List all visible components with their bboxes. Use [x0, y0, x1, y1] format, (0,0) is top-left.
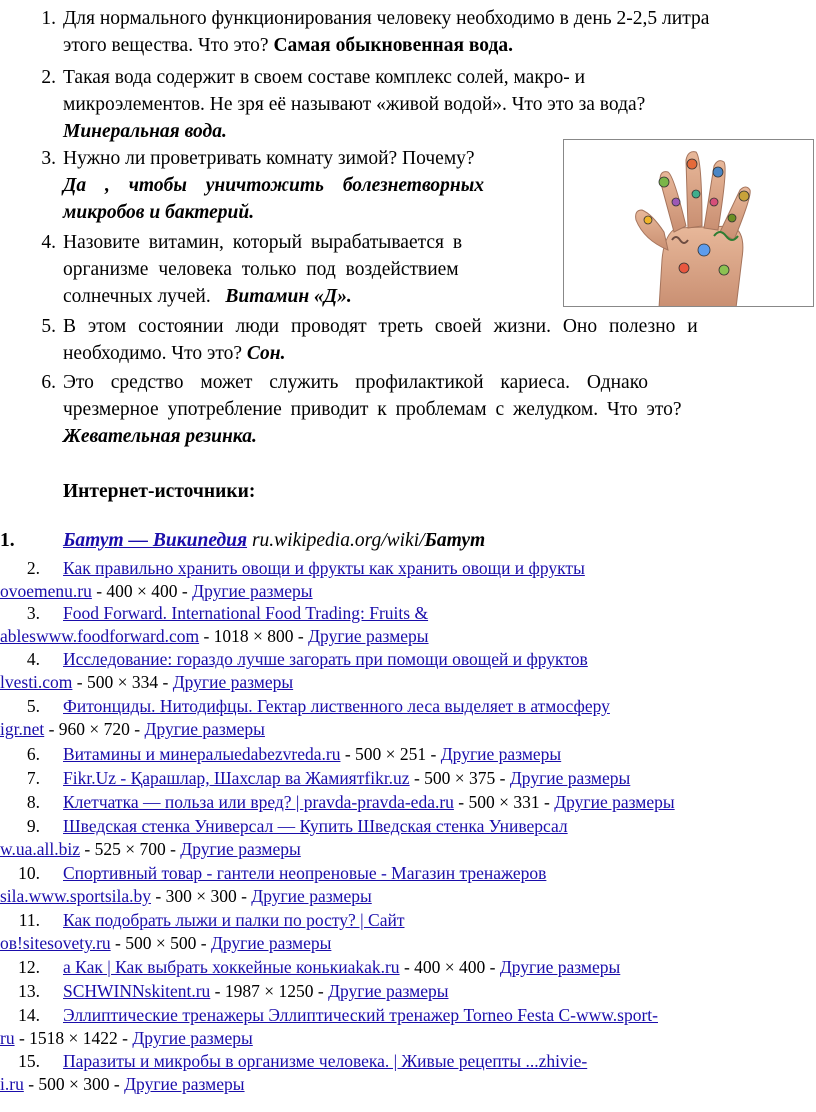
- source-domain-link[interactable]: ableswww.foodforward.com: [0, 626, 200, 646]
- source-link[interactable]: Паразиты и микробы в организме человека. | Живые рецепты ...zhivie-: [63, 1051, 588, 1071]
- source-size: - 1018 × 800 -: [199, 626, 309, 646]
- question-text: Нужно ли проветривать комнату зимой? Почему?: [63, 148, 475, 169]
- other-sizes-link[interactable]: Другие размеры: [440, 744, 562, 764]
- source-link[interactable]: а Как | Как выбрать хоккейные конькиakak.ru: [63, 957, 400, 977]
- answer: микробов и бактерий.: [63, 202, 255, 223]
- source-number: 15.: [18, 1051, 40, 1071]
- question-text: солнечных лучей.: [63, 286, 226, 307]
- sources-heading: Интернет-источники:: [63, 481, 256, 502]
- source-number: 6.: [26, 744, 40, 764]
- question-text: В этом состоянии люди проводят треть своей жизни. Оно полезно и: [63, 316, 698, 337]
- source-number: 2.: [26, 558, 40, 578]
- question-text: Для нормального функционирования человеку необходимо в день 2-2,5 литра: [63, 8, 710, 29]
- source-domain-link[interactable]: w.ua.all.biz: [0, 839, 81, 859]
- source-size: - 500 × 500 -: [110, 933, 211, 953]
- source-number: 4.: [26, 649, 40, 669]
- source-link[interactable]: Клетчатка — польза или вред? | pravda-pravda-eda.ru: [63, 792, 454, 812]
- source-domain-link[interactable]: ru: [0, 1028, 15, 1048]
- source-link[interactable]: Fikr.Uz - Қарашлар, Шахслар ва Жамиятfikr.uz: [63, 768, 410, 788]
- source-domain-link[interactable]: ов!sitesovety.ru: [0, 933, 111, 953]
- source-domain-link[interactable]: igr.net: [0, 719, 45, 739]
- source-size: - 500 × 375 -: [409, 768, 510, 788]
- question-text: чрезмерное употребление приводит к проблемам с желудком. Что это?: [63, 399, 682, 420]
- source-size: - 500 × 300 -: [23, 1074, 125, 1094]
- source-link[interactable]: Спортивный товар - гантели неопреновые - Магазин тренажеров: [63, 863, 547, 883]
- other-sizes-link[interactable]: Другие размеры: [132, 1028, 253, 1048]
- source-number: 1.: [0, 530, 15, 551]
- source-link[interactable]: Исследование: гораздо лучше загорать при помощи овощей и фруктов: [63, 649, 588, 669]
- other-sizes-link[interactable]: Другие размеры: [554, 792, 675, 812]
- hand-microbes-image: [563, 139, 814, 307]
- source-size: - 400 × 400 -: [91, 581, 193, 601]
- question-number: 1.: [41, 8, 56, 29]
- source-number: 14.: [18, 1005, 40, 1025]
- other-sizes-link[interactable]: Другие размеры: [251, 886, 372, 906]
- question-text: этого вещества. Что это?: [63, 35, 274, 56]
- question-number: 5.: [41, 316, 56, 337]
- other-sizes-link[interactable]: Другие размеры: [124, 1074, 245, 1094]
- source-number: 8.: [26, 792, 40, 812]
- question-text: Это средство может служить профилактикой кариеса. Однако: [63, 372, 648, 393]
- source-link[interactable]: Как подобрать лыжи и палки по росту? | Сайт: [63, 910, 405, 930]
- source-link[interactable]: SCHWINNskitent.ru: [63, 981, 211, 1001]
- other-sizes-link[interactable]: Другие размеры: [308, 626, 429, 646]
- source-url: ru.wikipedia.org/wiki/: [251, 530, 425, 551]
- other-sizes-link[interactable]: Другие размеры: [172, 672, 294, 692]
- source-size: - 500 × 331 -: [453, 792, 555, 812]
- source-link[interactable]: Фитонциды. Нитодифцы. Гектар лиственного леса выделяет в атмосферу: [63, 696, 610, 716]
- source-number: 10.: [18, 863, 40, 883]
- source-number: 11.: [18, 910, 40, 930]
- question-text: микроэлементов. Не зря её называют «живой водой». Что это за вода?: [63, 94, 646, 115]
- source-number: 7.: [26, 768, 40, 788]
- source-size: - 300 × 300 -: [151, 886, 252, 906]
- answer: Сон.: [246, 343, 286, 364]
- source-size: - 1987 × 1250 -: [210, 981, 329, 1001]
- question-text: организме человека только под воздействием: [63, 259, 459, 280]
- answer: Минеральная вода.: [63, 121, 227, 142]
- answer: Витамин «Д».: [225, 286, 352, 307]
- source-size: - 400 × 400 -: [399, 957, 500, 977]
- source-size: - 960 × 720 -: [44, 719, 145, 739]
- source-link[interactable]: Шведская стенка Универсал — Купить Шведская стенка Универсал: [63, 816, 568, 836]
- source-domain-link[interactable]: ovoemenu.ru: [0, 581, 92, 601]
- other-sizes-link[interactable]: Другие размеры: [509, 768, 631, 788]
- source-link[interactable]: Витамины и минералыedabezvreda.ru: [63, 744, 341, 764]
- source-number: 13.: [18, 981, 40, 1001]
- source-url-bold: Батут: [424, 530, 486, 551]
- other-sizes-link[interactable]: Другие размеры: [210, 933, 332, 953]
- source-link[interactable]: Батут — Википедия: [63, 530, 248, 551]
- source-size: - 500 × 334 -: [72, 672, 173, 692]
- other-sizes-link[interactable]: Другие размеры: [144, 719, 265, 739]
- question-text: необходимо. Что это?: [63, 343, 247, 364]
- question-number: 2.: [41, 67, 56, 88]
- answer: Жевательная резинка.: [63, 426, 257, 447]
- source-size: - 525 × 700 -: [80, 839, 181, 859]
- source-domain-link[interactable]: i.ru: [0, 1074, 24, 1094]
- other-sizes-link[interactable]: Другие размеры: [328, 981, 449, 1001]
- answer: Самая обыкновенная вода.: [273, 35, 513, 56]
- source-size: - 1518 × 1422 -: [14, 1028, 133, 1048]
- source-number: 9.: [26, 816, 40, 836]
- question-text: Назовите витамин, который вырабатывается в: [63, 232, 463, 253]
- question-text: Такая вода содержит в своем составе комплекс солей, макро- и: [63, 67, 586, 88]
- other-sizes-link[interactable]: Другие размеры: [192, 581, 313, 601]
- question-number: 4.: [41, 232, 56, 253]
- other-sizes-link[interactable]: Другие размеры: [180, 839, 301, 859]
- source-number: 5.: [26, 696, 40, 716]
- source-size: - 500 × 251 -: [340, 744, 441, 764]
- source-number: 12.: [18, 957, 40, 977]
- source-link[interactable]: Как правильно хранить овощи и фрукты как хранить овощи и фрукты: [63, 558, 585, 578]
- source-domain-link[interactable]: sila.www.sportsila.by: [0, 886, 152, 906]
- source-number: 3.: [26, 603, 40, 623]
- question-number: 6.: [41, 372, 56, 393]
- question-number: 3.: [41, 148, 56, 169]
- source-domain-link[interactable]: lvesti.com: [0, 672, 73, 692]
- source-link[interactable]: Food Forward. International Food Trading: Fruits &: [63, 603, 429, 623]
- hand-illustration: [564, 140, 814, 307]
- source-link[interactable]: Эллиптические тренажеры Эллиптический тренажер Torneo Festa C-www.sport-: [63, 1005, 658, 1025]
- other-sizes-link[interactable]: Другие размеры: [499, 957, 621, 977]
- answer: Да , чтобы уничтожить болезнетворных: [63, 175, 485, 196]
